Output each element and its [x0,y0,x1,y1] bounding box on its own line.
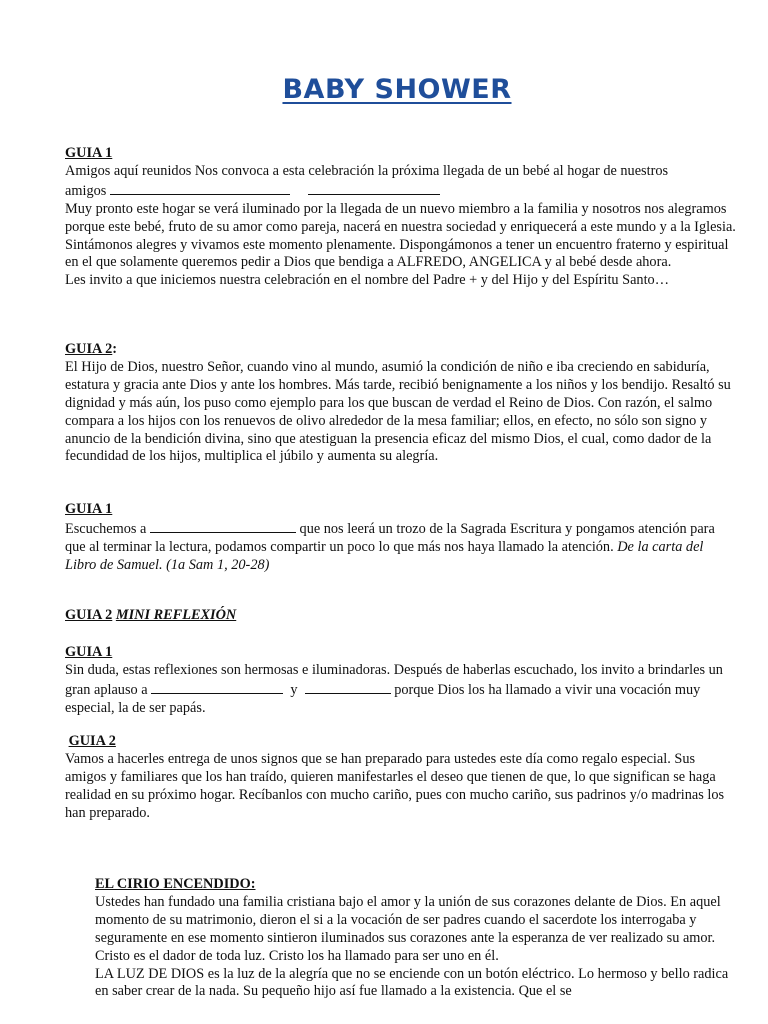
paragraph: Vamos a hacerles entrega de unos signos que se han preparado para ustedes este día como regalo especial. Sus amigos y familiares que los han traído, quieren manifestarles el deseo que tienen de que, lo que significan se haga realidad en su próximo hogar. Recíbanlos con mucho cariño, pues con mucho cariño, sus padrinos y/o madrinas los han preparado. [65,750,725,821]
fill-blank [308,181,440,195]
paragraph: Sin duda, estas reflexiones son hermosas e iluminadoras. Después de haberlas escuchado, los invito a brindarles un gran aplauso a y porque Dios los ha llamado a vivir una vocación muy especial, la de ser papás. [65,661,723,716]
paragraph: Muy pronto este hogar se verá iluminado por la llegada de un nuevo miembro a la familia y nosotros nos alegramos porque este bebé, fruto de su amor como pareja, nacerá en nuestra sociedad y enriquecerá a este mundo y a la Iglesia. [65,200,736,235]
fill-blank [150,519,296,533]
fill-blank [305,680,391,694]
section-guia2-signos [65,733,737,823]
paragraph: Escuchemos a que nos leerá un trozo de la Sagrada Escritura y pongamos atención para que al terminar la lectura, podamos compartir un poco lo que más nos haya llamado la atención. De la carta del Libro de Samuel. (1a Sam 1, 20-28) [65,520,715,573]
section-heading: EL CIRIO ENCENDIDO: [95,876,256,892]
fill-blank [151,680,283,694]
section-guia1-lectura [65,501,737,575]
section-subheading: MINI REFLEXIÓN [115,607,237,623]
paragraph: Les invito a que iniciemos nuestra celebración en el nombre del Padre + y del Hijo y del Espíritu Santo… [65,272,670,289]
section-guia1-intro [65,145,737,290]
paragraph-blanks: amigos [65,181,737,201]
paragraph: El Hijo de Dios, nuestro Señor, cuando vino al mundo, asumió la condición de niño e iba creciendo en sabiduría, estatura y gracia ante Dios y ante los hombres. Más tarde, recibió benignamente a los niños y los bendijo. Resaltó su dignidad y más aún, los puso como ejemplo para los que buscan de verdad el Reino de Dios. Con razón, el salmo compara a los hijos con los renuevos de olivo alrededor de la mesa familiar; ellos, en efecto, no sólo son signo y anuncio de la bendición divina, sino que atestiguan la presencia eficaz del mismo Dios, el cual, como dador de la fecundidad de los hijos, multiplica el júbilo y aumenta su alegría. [65,358,731,465]
paragraph: LA LUZ DE DIOS es la luz de la alegría que no se enciende con un botón eléctrico. Lo hermoso y bello radica en saber crear de la nada. Su pequeño hijo así fue llamado a la existencia. Que el se [95,965,729,1000]
section-guia2-reflexion [65,607,737,625]
section-guia1-aplauso [65,644,737,718]
section-heading: GUIA 2 [68,733,116,749]
document-title: BABY SHOWER [282,74,512,105]
section-guia2: GUIA 2: El Hijo de Dios, nuestro Señor, cuando vino al mundo, asumió la condición de niño e iba creciendo en sabiduría, estatura y gracia ante Dios y ante los hombres. Más tarde, recibió benignamente a los niños y los bendijo. Resaltó su dignidad y más aún, los puso como ejemplo para los que buscan de verdad el Reino de Dios. Con razón, el salmo compara a los hijos con los renuevos de olivo alrededor de la mesa familiar; ellos, en efecto, no sólo son signo y anuncio de la bendición divina, sino que atestiguan la presencia eficaz del mismo Dios, el cual, como dador de la fecundidad de los hijos, multiplica el júbilo y aumenta su alegría. [65,341,737,466]
section-heading: GUIA 1 [65,644,113,660]
paragraph: Sintámonos alegres y vivamos este momento plenamente. Dispongámonos a tener un encuentro fraterno y espiritual en el que solamente queremos pedir a Dios que bendiga a ALFREDO, ANGELICA y al bebé desde ahora. [65,236,729,271]
section-heading: GUIA 2 [65,607,113,623]
section-heading: GUIA 1 [65,145,113,161]
paragraph: Ustedes han fundado una familia cristiana bajo el amor y la unión de sus corazones delante de Dios. En aquel momento de su matrimonio, dieron el si a la vocación de ser padres cuando el sacerdote los interrogaba y seguramente en ese momento sintieron iluminados sus corazones ante la esperanza de ver realizado su amor. Cristo es el dador de toda luz. Cristo los ha llamado para ser uno en él. [95,893,721,964]
section-heading: GUIA 2 [65,341,113,357]
section-heading: GUIA 1 [65,501,113,517]
fill-blank [110,181,290,195]
paragraph: Amigos aquí reunidos Nos convoca a esta celebración la próxima llegada de un bebé al hogar de nuestros [65,162,669,179]
bible-citation: De la carta del Libro de Samuel. (1a Sam 1, 20-28) [65,538,704,573]
section-cirio-encendido [95,876,735,1001]
